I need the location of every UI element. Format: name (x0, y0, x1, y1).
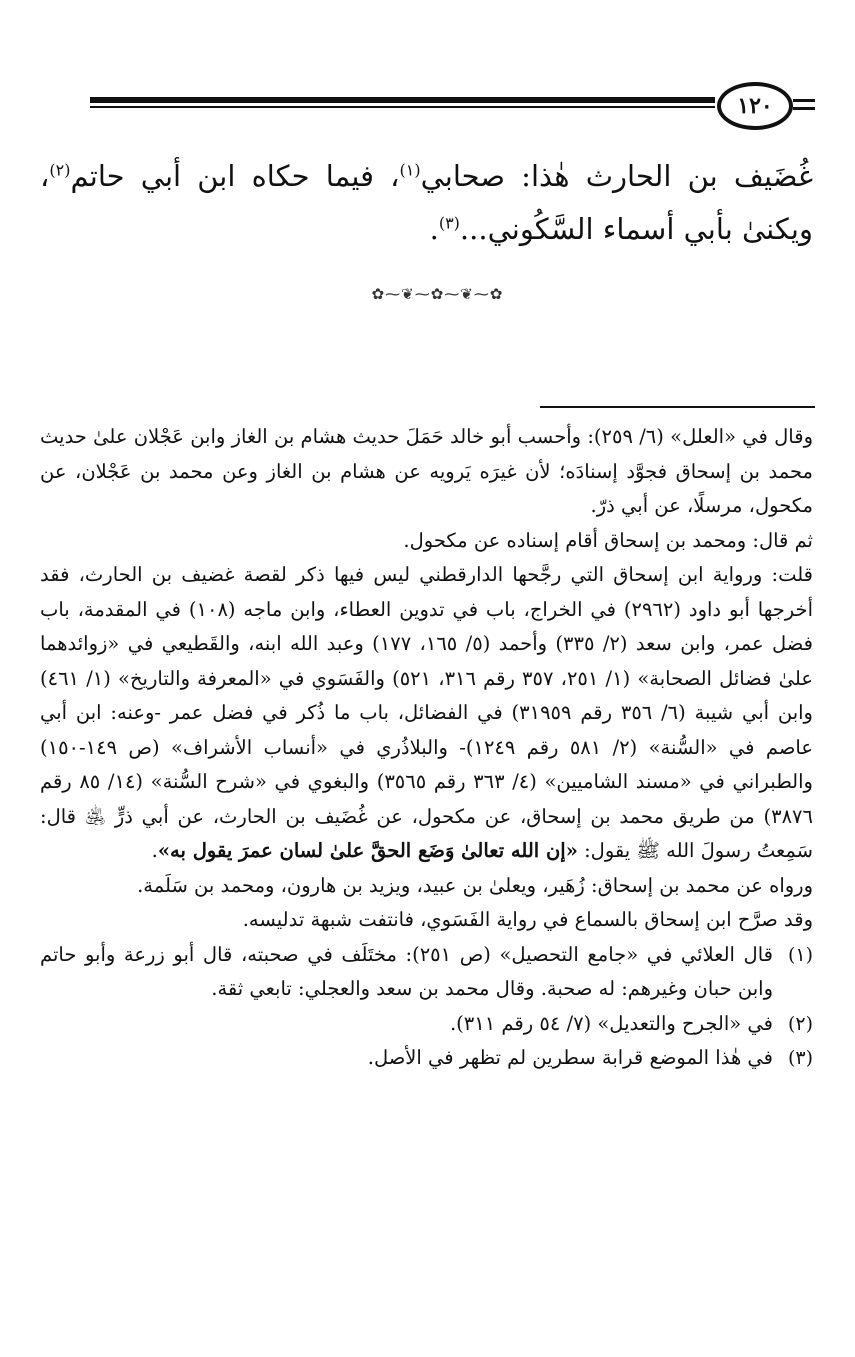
main-line-1: غُضَيف بن الحارث هٰذا: صحابي$^{(١)}$، فيما حكاه ابن أبي حاتم$^{(٢)}$، (40, 159, 814, 193)
footnote-text: في هٰذا الموضع قرابة سطرين لم تظهر في الأصل. (367, 1046, 773, 1069)
footnote-ref-1[interactable]: (١) (399, 160, 421, 180)
footnote-separator (540, 406, 815, 408)
footnote-1 (40, 938, 813, 1007)
main-line-2: ويكنىٰ بأبي أسماء السَّكُوني...$^{(٣)}$. (429, 212, 813, 246)
footnote-text: في «الجرح والتعديل» (٧/ ٥٤ رقم ٣١١). (449, 1011, 773, 1035)
header-rule-thin (90, 106, 715, 108)
note-paragraph-5: وقد صرَّح ابن إسحاق بالسماع في رواية الفَسَوي، فانتفت شبهة تدليسه. (242, 908, 813, 931)
footnote-number: (٣) (787, 1047, 813, 1069)
header-rule-right-bottom (793, 107, 815, 110)
footnote-2 (40, 1007, 813, 1042)
note-paragraph-1: وقال في «العلل» (٦/ ٢٥٩): وأحسب أبو خالد حَمَلَ حديث هشام بن الغاز وابن عَجْلان علىٰ حديث محمد بن إسحاق فجوَّد إسنادَه؛ لأن غيرَه يَرويه عن هشام بن الغاز وعن محمد بن عَجْلان، عن مكحول، مرسلًا، عن أبي ذرّ. (40, 425, 813, 517)
notes-section (40, 420, 813, 1076)
footnote-text: قال العلائي في «جامع التحصيل» (ص ٢٥١): مختَلَف في صحبته، قال أبو زرعة وأبو حاتم وابن حبان وغيرهم: له صحبة. وقال محمد بن سعد والعجلي: تابعي ثقة. (40, 942, 773, 1000)
note-paragraph-2: ثم قال: ومحمد بن إسحاق أقام إسناده عن مكحول. (403, 528, 813, 552)
footnote-number: (٢) (787, 1012, 813, 1035)
page-header (90, 82, 815, 134)
hadith-quote: «إن الله تعالىٰ وَضَع الحقَّ علىٰ لسان عمرَ يقول به» (157, 839, 578, 862)
note-paragraph-3: قلت: ورواية ابن إسحاق التي رجَّحها الدارقطني ليس فيها ذكر لقصة غضيف بن الحارث، فقد أخرجها أبو داود (٢٩٦٢) في الخراج، باب في تدوين العطاء، وابن ماجه (١٠٨) في المقدمة، باب فضل عمر، وابن سعد (٢/ ٣٣٥) وأحمد (٥/ ١٦٥، ١٧٧) وعبد الله ابنه، والقَطيعي في «زوائدهما علىٰ فضائل الصحابة» (١/ ٢٥١، ٣٥٧ رقم ٣١٦، ٥٢١) والفَسَوي في «المعرفة والتاريخ» (١/ ٤٦١) وابن أبي شيبة (٦/ ٣٥٦ رقم ٣١٩٥٩) في الفضائل، باب ما ذُكر في فضل عمر -وعنه: ابن أبي عاصم في «السُّنة» (٢/ ٥٨١ رقم ١٢٤٩)- والبلاذُري في «أنساب الأشراف» (ص ١٤٩-١٥٠) والطبراني في «مسند الشاميين» (٤/ ٣٦٣ رقم ٣٥٦٥) والبغوي في «شرح السُّنة» (١٤/ ٨٥ رقم ٣٨٧٦) من طريق محمد بن إسحاق، عن مكحول، عن غُضَيف بن الحارث، عن أبي ذرٍّ ﵁ قال: سَمِعتُ رسولَ الله ﷺ يقول: «إن الله تعالىٰ وَضَع الحقَّ علىٰ لسان عمرَ يقول به». (40, 563, 814, 862)
page-number: ١٢٠ (717, 82, 793, 130)
footnote-ref-2[interactable]: (٢) (49, 160, 71, 180)
main-text (40, 150, 813, 256)
header-rule-thick (90, 97, 715, 103)
footnote-3 (40, 1041, 813, 1076)
ornament-divider: ✿⁓❦⁓✿⁓❦⁓✿ (371, 285, 504, 303)
footnote-number: (١) (787, 943, 813, 966)
note-paragraph-4: ورواه عن محمد بن إسحاق: زُهَير، ويعلىٰ بن عبيد، ويزيد بن هارون، ومحمد بن سَلَمة. (137, 873, 813, 897)
header-rule-right-top (793, 99, 815, 102)
footnote-ref-3[interactable]: (٣) (438, 213, 460, 233)
